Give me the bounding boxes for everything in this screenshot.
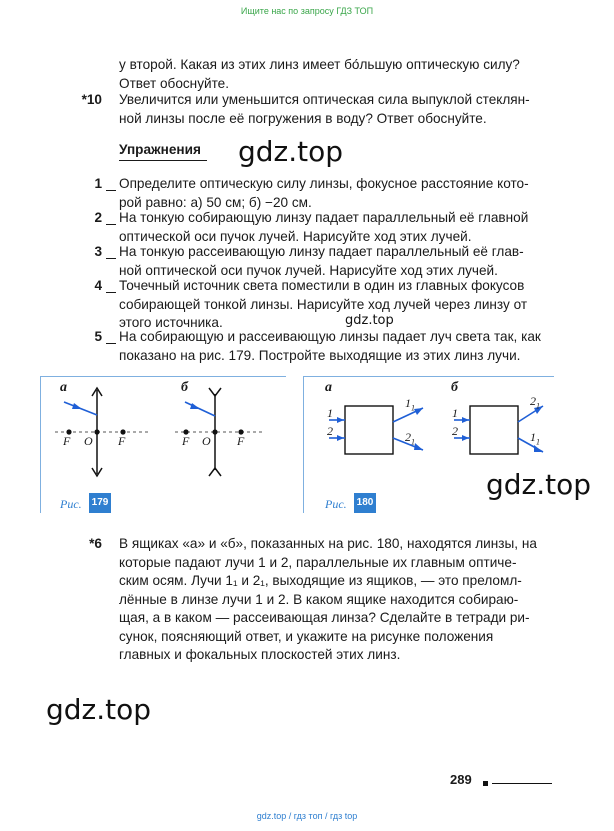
text-line: Ответ обоснуйте. [119,75,229,91]
ray-label: $1_1$ [530,430,540,447]
ray-label: 1 [452,406,458,420]
text-line: показано на рис. 179. Постройте выходящие из этих линз лучи. [119,347,521,363]
text-line: этого источника. [119,315,223,330]
ray-arrow [190,403,200,409]
center-label: O [84,434,93,448]
text-line: На тонкую собирающую линзу падает параллельный её главной [119,210,529,225]
box-a [345,406,393,454]
lens-arrow-bottom [209,468,221,476]
exercise-3 [119,243,553,280]
text-line: Точечный источник света поместили в один из главных фокусов [119,278,525,293]
ray-arrow [462,435,469,441]
exercise-number: 4 [94,278,102,293]
panel-label-b: б [181,380,188,395]
text-line: сунок, поясняющий ответ, и укажите на рисунке положения [119,628,494,644]
text-line: которые падают лучи 1 и 2, параллельные их главным оптиче- [119,554,517,570]
ray-arrow [337,435,344,441]
figure-179-caption: Рис. [60,497,82,511]
ray-arrow [414,408,423,415]
text-line: Увеличится или уменьшится оптическая сила выпуклой стеклян- [119,92,530,107]
ray-arrow [337,417,344,423]
exercise-number: 2 [94,210,102,225]
page-number: 289 [450,772,472,787]
text-line: На собирающую и рассеивающую линзы падает луч света так, как [119,329,541,344]
question-number: *10 [81,92,102,107]
text-line: главных и фокальных плоскостей этих линз. [119,647,401,662]
text-line: ной линзы после её погружения в воду? Ответ обоснуйте. [119,110,487,126]
exercise-6 [119,535,553,665]
figure-179-diagram [40,376,285,512]
text-line: лённые в линзе лучи 1 и 2. В каком ящике находится собираю- [119,591,519,607]
ray-arrow [414,443,423,450]
focus-label: F [237,434,245,448]
ray-arrow [72,403,82,409]
page-number-rule [492,783,552,784]
focus-label: F [63,434,71,448]
optical-center [94,429,99,434]
exercise-5 [119,328,553,365]
focus-label: F [118,434,126,448]
panel-label-a: а [325,380,332,395]
number-tick [106,190,116,191]
panel-label-b: б [451,380,458,395]
text-line: На тонкую рассеивающую линзу падает параллельный её глав- [119,244,524,259]
ray-label: 2 [452,424,458,438]
text-line: Определите оптическую силу линзы, фокусное расстояние кото- [119,176,529,191]
text-line: щая, а в каком — рассеивающая линза? Сделайте в тетради ри- [119,610,530,625]
exercises-heading: Упражнения [119,142,201,157]
exercise-4 [119,277,553,333]
ray-arrow [462,417,469,423]
watermark: gdz.top [46,693,152,726]
exercise-number: 1 [94,176,102,191]
ray-label: 1 [327,406,333,420]
number-tick [106,224,116,225]
center-label: O [202,434,211,448]
text-line: В ящиках «а» и «б», показанных на рис. 180, находятся линзы, на [119,536,537,551]
exercise-1 [119,175,553,212]
ray-label: $2_1$ [530,394,540,411]
ray-label: $2_1$ [405,430,415,447]
panel-label-a: а [60,380,67,395]
exercise-number: 3 [94,244,102,259]
watermark: gdz.top [238,135,344,168]
footer-links[interactable]: gdz.top / гдз топ / гдз top [256,811,358,821]
text-line: собирающей тонкой линзы. Нарисуйте ход лучей через линзу от [119,296,528,312]
box-b [470,406,518,454]
page-number-bullet [483,781,488,786]
top-search-hint: Ищите нас по запросу ГДЗ ТОП [240,6,374,16]
exercise-number: *6 [89,536,102,551]
heading-underline [119,160,207,161]
figure-180-number: 180 [354,493,376,513]
ray-label: $1_1$ [405,396,415,413]
lens-arrow-top [209,388,221,396]
question-continuation [119,56,553,93]
figure-180-caption: Рис. [325,497,347,511]
figure-179-number: 179 [89,493,111,513]
optical-center [212,429,217,434]
watermark: gdz.top [345,313,394,328]
number-tick [106,258,116,259]
watermark: gdz.top [486,468,592,501]
ray-label: 2 [327,424,333,438]
text-line: рой равно: а) 50 см; б) −20 см. [119,194,312,210]
text-line: оптической оси пучок лучей. Нарисуйте ход этих лучей. [119,228,472,244]
exercise-2 [119,209,553,246]
exercise-number: 5 [94,329,102,344]
text-line: ной оптической оси пучок лучей. Нарисуйте ход этих лучей. [119,262,498,278]
text-line: ским осям. Лучи 1₁ и 2₁, выходящие из ящиков, — это преломл- [119,573,522,588]
question-10 [119,91,553,128]
number-tick [106,292,116,293]
focus-label: F [182,434,190,448]
text-line: у второй. Какая из этих линз имеет бо́льшую оптическую силу? [119,57,520,72]
number-tick [106,343,116,344]
